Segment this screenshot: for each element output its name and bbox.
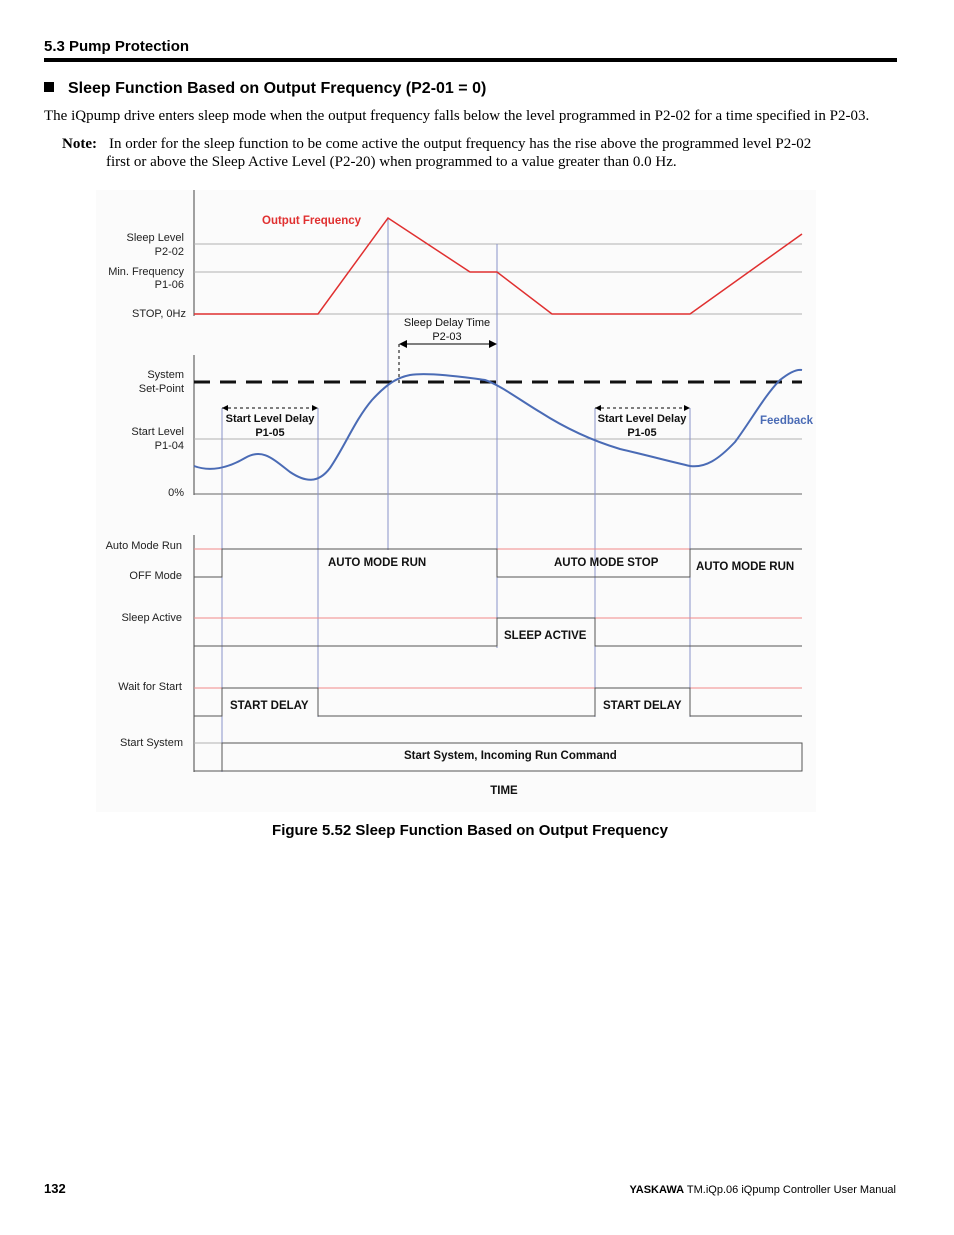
note-line-2: first or above the Sleep Active Level (P2-20) when programmed to a value greater than 0.0 Hz. xyxy=(106,154,677,170)
output-frequency-line xyxy=(194,218,802,314)
off-mode-label: OFF Mode xyxy=(129,570,182,582)
header-section: 5.3 Pump Protection xyxy=(44,38,190,55)
bullet-icon xyxy=(44,82,54,92)
note-label: Note: xyxy=(62,136,97,152)
note-block xyxy=(62,135,811,171)
wait-for-start-label: Wait for Start xyxy=(118,681,182,693)
section-heading xyxy=(44,80,486,98)
start-level-delay-param-1: P1-05 xyxy=(255,427,285,439)
output-frequency-label: Output Frequency xyxy=(262,215,362,227)
sleep-level-label: Sleep Level xyxy=(126,232,184,244)
start-level-param: P1-04 xyxy=(154,440,184,452)
body-paragraph: The iQpump drive enters sleep mode when the output frequency falls below the level programmed in P2-02 for a time specified in P2-03. xyxy=(44,108,870,124)
page-number: 132 xyxy=(44,1181,66,1196)
start-level-delay-label-2: Start Level Delay xyxy=(597,413,687,425)
sleep-delay-time-label: Sleep Delay Time xyxy=(403,317,491,329)
time-axis-label: TIME xyxy=(490,785,518,797)
sleep-delay-param: P2-03 xyxy=(432,331,462,343)
auto-mode-run-state-2: AUTO MODE RUN xyxy=(696,561,795,573)
arrow-right-icon xyxy=(489,340,497,348)
note-line-1: In order for the sleep function to be come active the output frequency has the rise above the programmed level P2-02 xyxy=(108,136,812,152)
setpoint-label: Set-Point xyxy=(138,383,184,395)
arrow-left-icon xyxy=(595,405,601,411)
zero-percent-label: 0% xyxy=(168,487,184,499)
start-level-delay-param-2: P1-05 xyxy=(627,427,657,439)
min-frequency-label: Min. Frequency xyxy=(108,266,184,278)
start-delay-state-2: START DELAY xyxy=(603,700,682,712)
start-system-label: Start System xyxy=(120,737,183,749)
auto-mode-stop-state: AUTO MODE STOP xyxy=(554,557,659,569)
start-delay-state-1: START DELAY xyxy=(230,700,309,712)
sleep-active-state: SLEEP ACTIVE xyxy=(504,630,587,642)
arrow-left-icon xyxy=(222,405,228,411)
footer-manual xyxy=(629,1184,896,1196)
figure-caption: Figure 5.52 Sleep Function Based on Output Frequency xyxy=(272,822,668,839)
timing-diagram-svg xyxy=(96,190,816,812)
sleep-level-param: P2-02 xyxy=(154,246,184,258)
grid-lines xyxy=(194,244,802,494)
sleep-active-label: Sleep Active xyxy=(121,612,182,624)
arrow-left-icon xyxy=(399,340,407,348)
status-waveforms xyxy=(194,549,802,771)
arrow-right-icon xyxy=(312,405,318,411)
auto-mode-run-state-1: AUTO MODE RUN xyxy=(328,557,427,569)
feedback-label: Feedback xyxy=(760,415,814,427)
system-label: System xyxy=(147,369,184,381)
timing-diagram xyxy=(96,190,816,812)
footer-manual-title: TM.iQp.06 iQpump Controller User Manual xyxy=(686,1184,896,1196)
arrow-right-icon xyxy=(684,405,690,411)
stop-0hz-label: STOP, 0Hz xyxy=(131,308,186,320)
start-level-delay-label-1: Start Level Delay xyxy=(225,413,315,425)
min-frequency-param: P1-06 xyxy=(154,279,184,291)
start-system-command: Start System, Incoming Run Command xyxy=(404,750,617,762)
section-title: Sleep Function Based on Output Frequency (P2-01 = 0) xyxy=(68,80,487,97)
start-level-label: Start Level xyxy=(131,426,184,438)
event-lines xyxy=(222,218,690,772)
footer-brand: YASKAWA xyxy=(629,1184,685,1196)
auto-mode-run-label: Auto Mode Run xyxy=(105,540,182,552)
header-rule xyxy=(44,58,897,62)
